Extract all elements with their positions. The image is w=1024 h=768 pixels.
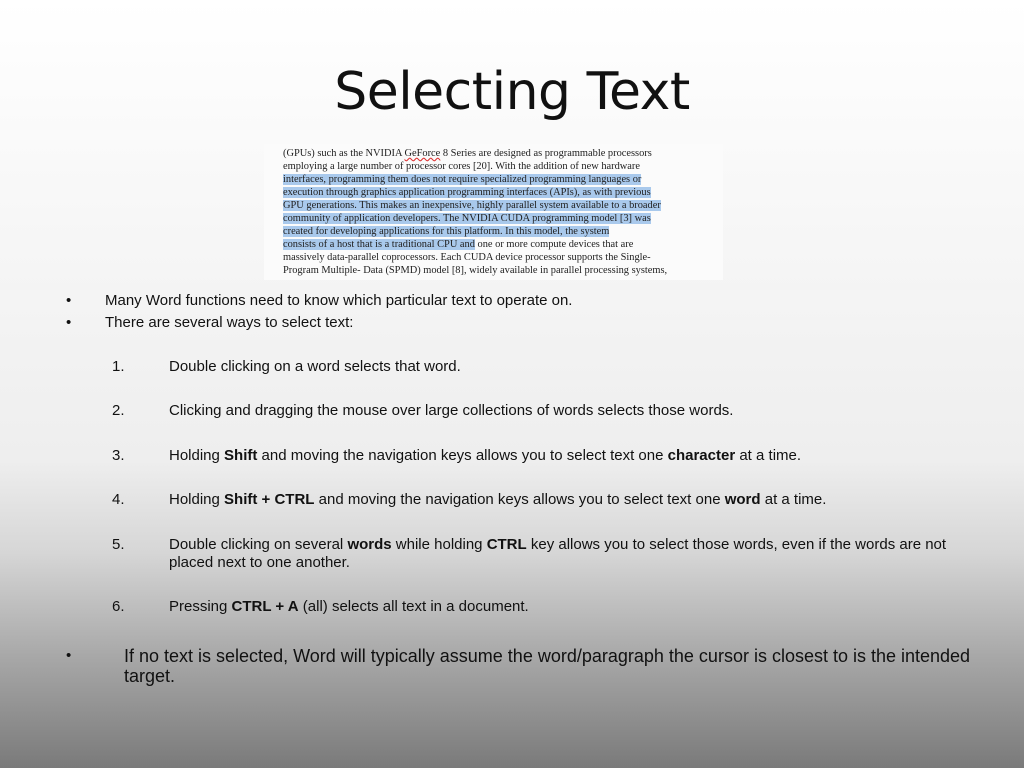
item-number: 2. bbox=[112, 402, 125, 419]
bullet-text: There are several ways to select text: bbox=[105, 314, 354, 331]
text-span: key allows you to select those words, even if the words are not placed next to one another. bbox=[169, 536, 947, 571]
text-span: and moving the navigation keys allows you to select text one bbox=[257, 447, 668, 464]
item-text bbox=[169, 491, 969, 509]
text-span: Clicking and dragging the mouse over large collections of words selects those words. bbox=[169, 402, 734, 419]
item-number: 6. bbox=[112, 598, 125, 615]
item-text bbox=[169, 536, 969, 572]
slide-title: Selecting Text bbox=[334, 62, 690, 122]
item-text bbox=[169, 598, 969, 616]
text-span: and moving the navigation keys allows you to select text one bbox=[314, 491, 725, 508]
item-number: 4. bbox=[112, 491, 125, 508]
bullet-dot: • bbox=[66, 292, 72, 309]
bold-keyword: Shift + CTRL bbox=[224, 491, 315, 508]
text-span: Holding bbox=[169, 491, 225, 508]
doc-text-span: employing a large number of processor cores [20]. With the addition of new hardware bbox=[283, 161, 640, 172]
doc-text-span: 8 Series are designed as programmable processors bbox=[440, 148, 652, 159]
bold-keyword: word bbox=[724, 491, 761, 508]
bold-keyword: words bbox=[347, 536, 392, 553]
doc-selected-text: execution through graphics application programming interfaces (APIs), as with previous bbox=[283, 187, 651, 198]
doc-selected-text: interfaces, programming them does not require specialized programming languages or bbox=[283, 174, 642, 185]
text-span: at a time. bbox=[760, 491, 827, 508]
doc-selected-text: GPU generations. This makes an inexpensive, highly parallel system available to a broader bbox=[283, 200, 661, 211]
doc-selected-text: community of application developers. The NVIDIA CUDA programming model [3] was bbox=[283, 213, 651, 224]
text-span: Holding bbox=[169, 447, 225, 464]
bold-keyword: character bbox=[667, 447, 736, 464]
item-text bbox=[169, 402, 969, 420]
text-span: while holding bbox=[391, 536, 487, 553]
doc-text-span: massively data-parallel coprocessors. Each CUDA device processor supports the Single- bbox=[283, 252, 651, 263]
item-number: 5. bbox=[112, 536, 125, 553]
bullet-text: If no text is selected, Word will typically assume the word/paragraph the cursor is closest to is the intended target. bbox=[124, 646, 971, 686]
doc-text-span: one or more compute devices that are bbox=[474, 239, 634, 250]
doc-misspelled-word: GeForce bbox=[404, 148, 441, 159]
bold-keyword: CTRL bbox=[486, 536, 527, 553]
bold-keyword: Shift bbox=[224, 447, 258, 464]
item-number: 3. bbox=[112, 447, 125, 464]
text-span: Pressing bbox=[169, 598, 232, 615]
text-span: Double clicking on several bbox=[169, 536, 348, 553]
bullet-dot: • bbox=[66, 647, 72, 664]
doc-text-span: (GPUs) such as the NVIDIA bbox=[283, 148, 405, 159]
item-number: 1. bbox=[112, 358, 125, 375]
doc-text-span: Program Multiple- Data (SPMD) model [8], widely available in parallel processing systems, bbox=[283, 265, 668, 276]
bullet-dot: • bbox=[66, 314, 72, 331]
doc-selected-text: consists of a host that is a traditional CPU and bbox=[283, 239, 475, 250]
item-text bbox=[169, 447, 969, 465]
doc-selected-text: created for developing applications for this platform. In this model, the system bbox=[283, 226, 610, 237]
bullet-text: Many Word functions need to know which particular text to operate on. bbox=[105, 292, 573, 309]
text-span: (all) selects all text in a document. bbox=[298, 598, 529, 615]
text-span: Double clicking on a word selects that word. bbox=[169, 358, 461, 375]
bold-keyword: CTRL + A bbox=[231, 598, 299, 615]
text-span: at a time. bbox=[735, 447, 802, 464]
item-text bbox=[169, 358, 969, 376]
